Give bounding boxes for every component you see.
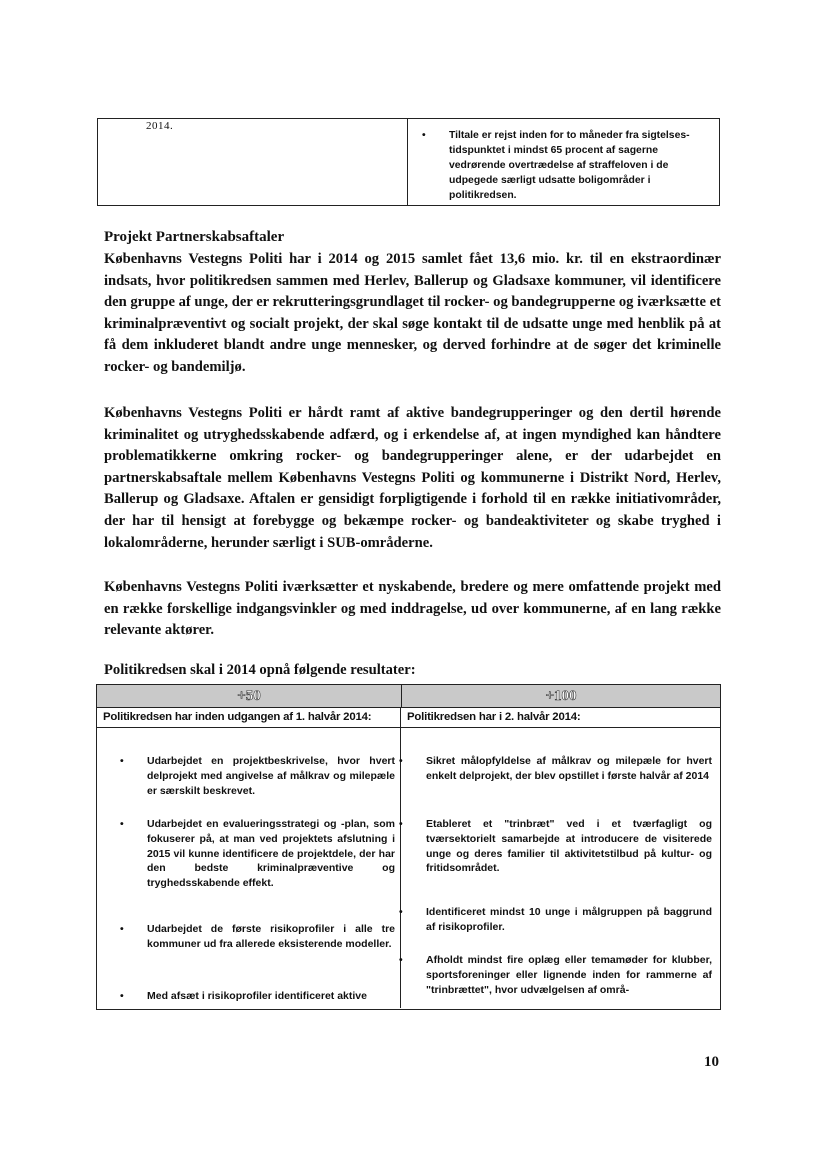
paragraph: Københavns Vestegns Politi har i 2014 og 2015 samlet fået 13,6 mio. kr. til en ekstraordinær indsats, hvor politikredsen sammen med Herlev, Ballerup og Gladsaxe kommuner, vil identificere den gruppe af unge, der er rekrutteringsgrundlaget til rocker- og bandegrupperne og iværksætte et kriminalpræventivt og socialt projekt, der skal søge kontakt til de udsatte unge med henblik på at få dem inkluderet blandt andre unge mennesker, og derved forhindre at de søger det kriminelle rocker- og bandemiljø. [104,251,721,375]
paragraph: Københavns Vestegns Politi er hårdt ramt af aktive bandegrupperinger og den dertil hørende kriminalitet og utryghedsskabende adfærd, og i erkendelse af, at ingen myndighed kan håndtere problematikkerne omkring rocker- og bandegrupperinger alene, er der udarbejdet en partnerskabsaftale mellem Københavns Vestegns Politi og kommunerne i Distrikt Nord, Herlev, Ballerup og Gladsaxe. Aftalen er gensidigt forpligtigende i forhold til en række initiativområder, der har til hensigt at forebygge og bekæmpe rocker- og bandeaktiviteter og skabe tryghed i lokalområderne, herunder særligt i SUB-områderne. [104,405,721,551]
top-table [97,118,720,206]
list-item: • Etableret et "trinbræt" ved i et tværfagligt og tværsektorielt samarbejde at introducere de visiterede unge og deres familier til aktivitetstilbud på kultur- og fritidsområdet. [399,818,712,875]
list-item: • Udarbejdet en evalueringsstrategi og -plan, som fokuserer på, at man ved projektets afslutning i 2015 vil kunne identificere de projektdele, der har den bedste kriminalpræventive og tryghedsskabende effekt. [120,818,395,890]
results-column-first-half [97,728,401,1008]
results-table-header [97,685,720,708]
bullet-icon: • [399,755,403,767]
results-intro: Politikredsen skal i 2014 opnå følgende resultater: [104,662,416,678]
results-column-second-half [401,728,720,1008]
bullet-icon: • [399,818,403,830]
results-subheader-second-half: Politikredsen har i 2. halvår 2014: [407,711,581,723]
results-header-plus50: +50 [97,685,402,707]
list-item: • Udarbejdet de første risikoprofiler i alle tre kommuner ud fra allerede eksisterende modeller. [120,923,395,950]
bullet-icon: • [120,818,124,830]
results-header-plus100: +100 [545,687,577,704]
list-item: • Udarbejdet en projektbeskrivelse, hvor hvert delprojekt med angivelse af målkrav og milepæle er særskilt beskrevet. [120,755,395,797]
bullet-icon: • [120,990,124,1002]
page-number: 10 [704,1054,719,1070]
results-table-subheader [97,708,720,728]
paragraph: Københavns Vestegns Politi iværksætter et nyskabende, bredere og mere omfattende projekt med en række forskellige indgangsvinkler og med inddragelse, ud over kommunerne, af en lang række relevante aktører. [104,579,721,639]
bullet-icon: • [120,755,124,767]
list-item: • Sikret målopfyldelse af målkrav og milepæle for hvert enkelt delprojekt, der blev opstillet i første halvår af 2014 [399,755,712,782]
top-table-bullet-list [422,128,713,203]
bullet-icon: • [399,906,403,918]
bullet-icon: • [120,923,124,935]
bullet-icon: • [399,954,403,966]
results-subheader-first-half: Politikredsen har inden udgangen af 1. halvår 2014: [97,708,401,727]
list-item: • Identificeret mindst 10 unge i målgruppen på baggrund af risikoprofiler. [399,906,712,933]
bullet-icon: • [422,130,426,141]
results-table-body [97,728,720,1008]
top-table-left-cell [98,119,408,205]
results-table [96,684,721,1010]
list-item: • Afholdt mindst fire oplæg eller temamøder for klubber, sportsforeninger eller lignende inden for rammerne af "trinbrættet", hvor udvælgelsen af områ- [399,954,712,996]
section-heading: Projekt Partnerskabsaftaler [104,229,285,245]
top-table-year: 2014. [146,120,174,132]
top-table-right-cell [408,119,719,205]
list-item: • Med afsæt i risikoprofiler identificeret aktive [120,990,367,1002]
list-item: • Tiltale er rejst inden for to måneder fra sigtelses-tidspunktet i mindst 65 procent af sagerne vedrørende overtrædelse af straffeloven i de udpegede særligt udsatte boligområder i politikredsen. [422,130,690,201]
